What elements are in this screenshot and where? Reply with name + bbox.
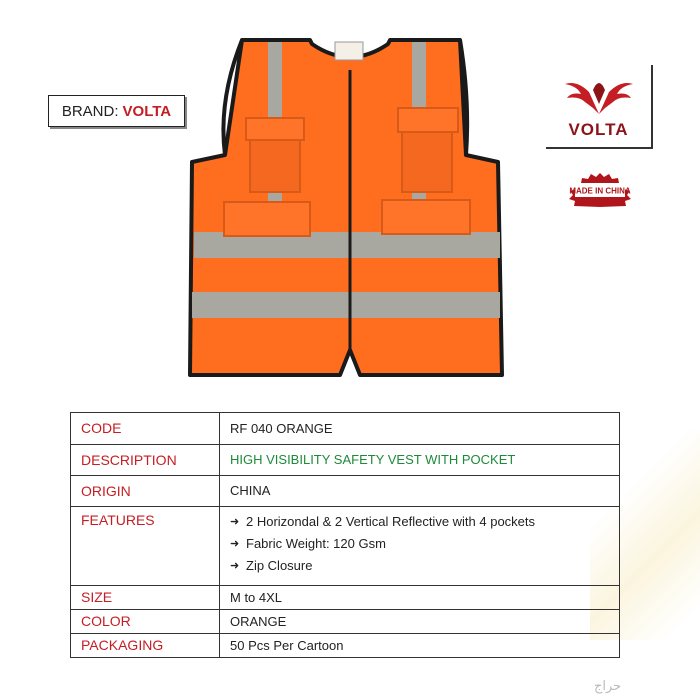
vest-collar-tag <box>335 42 363 60</box>
made-in-china-badge <box>568 172 632 208</box>
spec-value-features <box>220 507 620 586</box>
arrow-right-icon: ➜ <box>230 538 240 550</box>
feature-item: ➜ Fabric Weight: 120 Gsm <box>230 533 609 555</box>
spec-row-color <box>71 610 620 634</box>
spec-label-color: COLOR <box>71 610 220 634</box>
pocket-flap-upper-right <box>398 108 458 132</box>
brand-label-prefix: BRAND: <box>61 102 119 120</box>
specs-table <box>70 412 620 658</box>
volta-logo-text: VOLTA <box>568 120 629 139</box>
safety-vest-image <box>170 30 530 390</box>
spec-row-size <box>71 586 620 610</box>
spec-value-color: ORANGE <box>220 610 620 634</box>
spec-row-features <box>71 507 620 586</box>
pocket-flap-lower-left <box>224 202 310 236</box>
spec-row-description <box>71 445 620 476</box>
spec-value-size: M to 4XL <box>220 586 620 610</box>
spec-row-origin <box>71 476 620 507</box>
brand-label-value: VOLTA <box>122 102 172 120</box>
made-in-china-text: MADE IN CHINA <box>569 186 631 196</box>
arrow-right-icon: ➜ <box>230 516 240 528</box>
pocket-flap-lower-right <box>382 200 470 234</box>
spec-value-origin: CHINA <box>220 476 620 507</box>
reflective-horizontal-bottom <box>192 292 500 318</box>
spec-label-features: FEATURES <box>71 507 220 586</box>
spec-label-code: CODE <box>71 413 220 445</box>
spec-value-description: HIGH VISIBILITY SAFETY VEST WITH POCKET <box>220 445 620 476</box>
pocket-flap-upper-left <box>246 118 304 140</box>
spec-label-description: DESCRIPTION <box>71 445 220 476</box>
site-watermark: حراج <box>594 679 622 694</box>
volta-wings-logo-icon <box>563 70 635 118</box>
brand-label-box <box>48 95 185 127</box>
feature-item: ➜ 2 Horizondal & 2 Vertical Reflective with 4 pockets <box>230 511 609 533</box>
arrow-right-icon: ➜ <box>230 560 240 572</box>
spec-row-packaging <box>71 634 620 658</box>
spec-value-packaging: 50 Pcs Per Cartoon <box>220 634 620 658</box>
spec-label-origin: ORIGIN <box>71 476 220 507</box>
spec-value-code: RF 040 ORANGE <box>220 413 620 445</box>
spec-label-size: SIZE <box>71 586 220 610</box>
features-list <box>230 511 609 577</box>
spec-row-code <box>71 413 620 445</box>
feature-item: ➜ Zip Closure <box>230 555 609 577</box>
spec-label-packaging: PACKAGING <box>71 634 220 658</box>
